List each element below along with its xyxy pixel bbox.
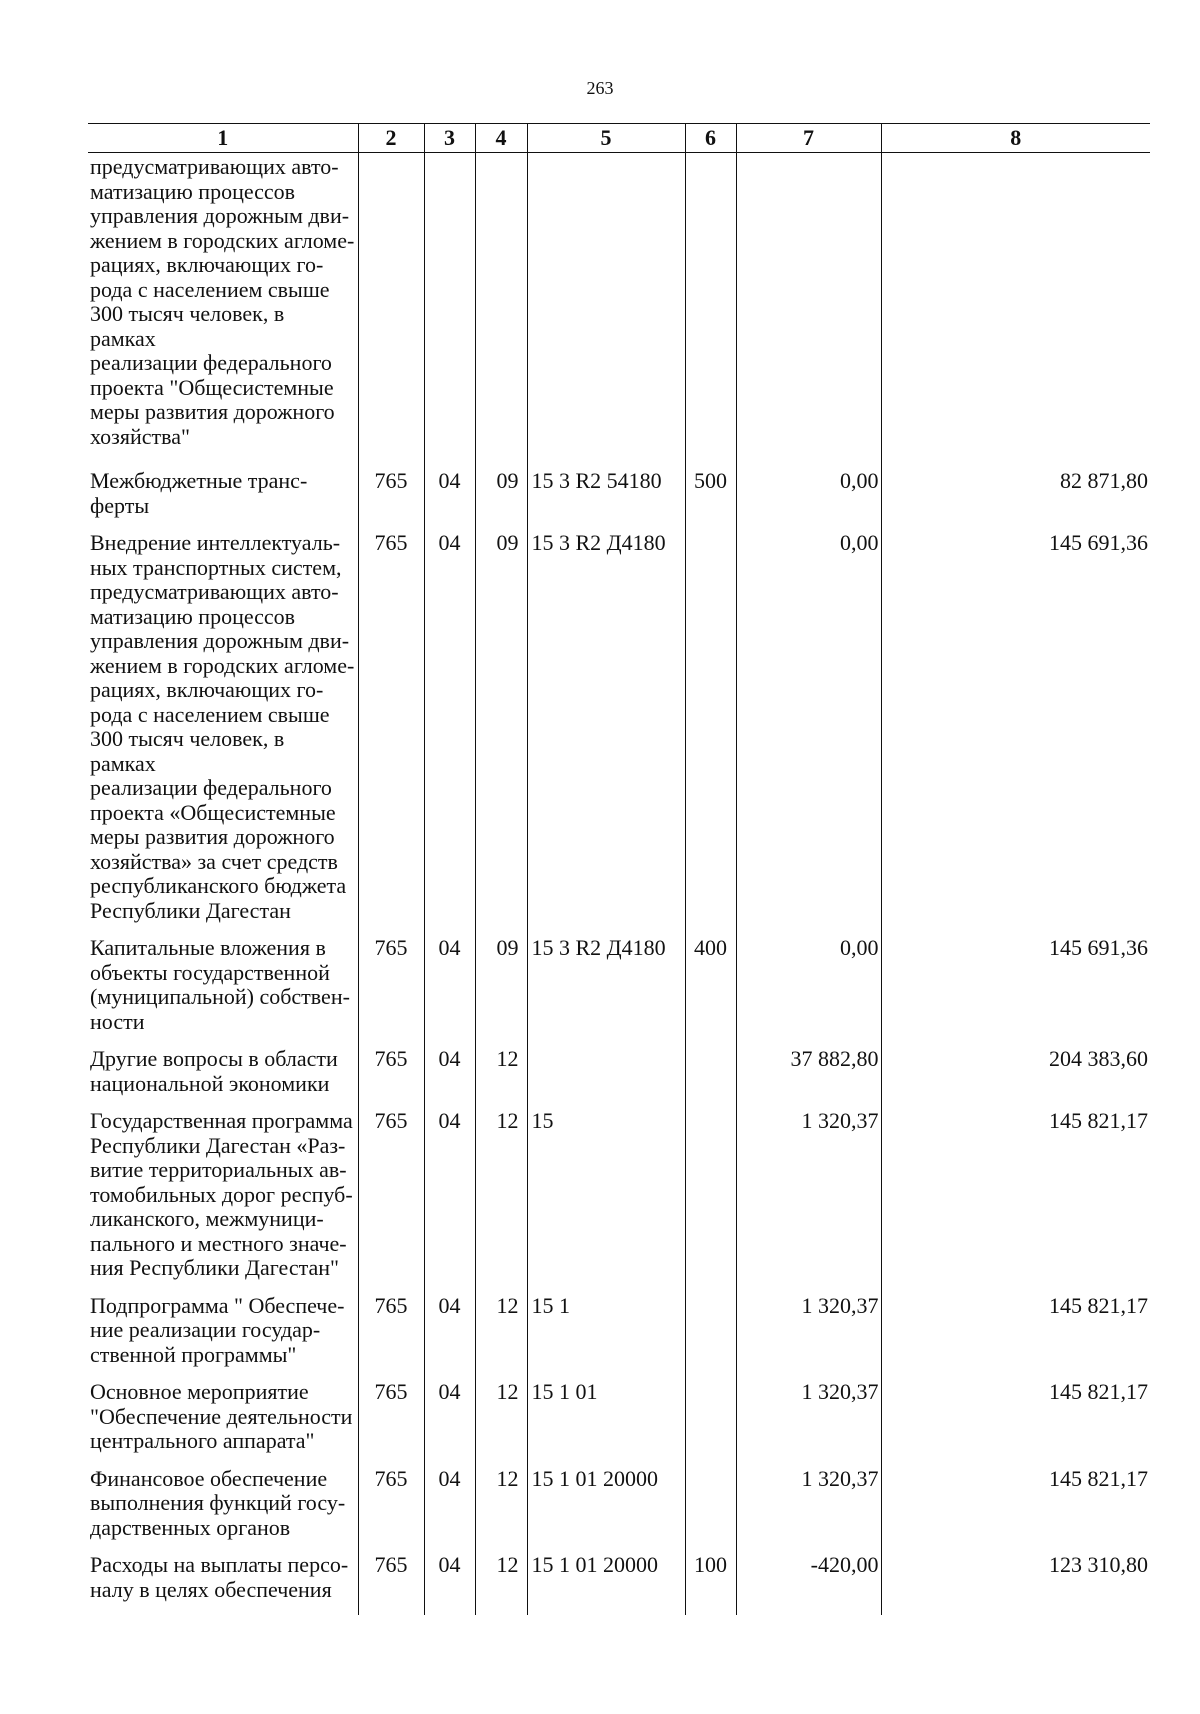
col5-cell: [527, 1047, 685, 1109]
table-row: [88, 1380, 1150, 1467]
col2-cell: 765: [358, 469, 424, 531]
col6-cell: [685, 531, 736, 936]
table-row: [88, 469, 1150, 531]
empty-cell: [881, 153, 1150, 470]
col3-cell: 04: [424, 1467, 475, 1554]
col7-cell: 1 320,37: [736, 1467, 881, 1554]
col5-cell: 15 3 R2 Д4180: [527, 531, 685, 936]
col7-cell: 1 320,37: [736, 1380, 881, 1467]
col7-cell: 0,00: [736, 531, 881, 936]
col2-cell: 765: [358, 936, 424, 1047]
col7-cell: 0,00: [736, 469, 881, 531]
row-name-cell: Капитальные вложения в объекты государственной (муниципальной) собствен- ности: [90, 935, 350, 1034]
col6-cell: 400: [685, 936, 736, 1047]
col6-cell: [685, 1294, 736, 1381]
col5-cell: 15 1 01 20000: [527, 1467, 685, 1554]
col4-cell: 12: [475, 1553, 527, 1615]
col3-cell: 04: [424, 1380, 475, 1467]
col2-cell: 765: [358, 531, 424, 936]
empty-cell: [424, 153, 475, 470]
column-header-2: 2: [358, 124, 424, 153]
col7-cell: 1 320,37: [736, 1109, 881, 1294]
budget-table: [88, 123, 1150, 1615]
col2-cell: 765: [358, 1047, 424, 1109]
column-header-7: 7: [736, 124, 881, 153]
continuation-name-cell: предусматривающих авто- матизацию процессов управления дорожным дви- жением в городских агломе- рациях, включающих го- рода с населением свыше 300 тысяч человек, в рамках реализации федерального проекта "Общесистемные меры развития дорожного хозяйства": [90, 154, 355, 449]
table-row: [88, 936, 1150, 1047]
col3-cell: 04: [424, 936, 475, 1047]
row-name-cell: Межбюджетные транс- ферты: [90, 468, 308, 518]
row-name-cell: Расходы на выплаты персо- налу в целях обеспечения: [90, 1552, 349, 1602]
col3-cell: 04: [424, 1047, 475, 1109]
column-header-5: 5: [527, 124, 685, 153]
col3-cell: 04: [424, 531, 475, 936]
col2-cell: 765: [358, 1553, 424, 1615]
table-row: [88, 531, 1150, 936]
col2-cell: 765: [358, 1467, 424, 1554]
col4-cell: 12: [475, 1294, 527, 1381]
col4-cell: 12: [475, 1467, 527, 1554]
col5-cell: 15 1: [527, 1294, 685, 1381]
col8-cell: 123 310,80: [881, 1553, 1150, 1615]
column-header-8: 8: [881, 124, 1150, 153]
table-row: [88, 1467, 1150, 1554]
column-header-3: 3: [424, 124, 475, 153]
col8-cell: 82 871,80: [881, 469, 1150, 531]
col4-cell: 12: [475, 1380, 527, 1467]
col4-cell: 09: [475, 936, 527, 1047]
col6-cell: 500: [685, 469, 736, 531]
col5-cell: 15 3 R2 Д4180: [527, 936, 685, 1047]
column-header-4: 4: [475, 124, 527, 153]
table-row: [88, 1294, 1150, 1381]
col8-cell: 145 821,17: [881, 1380, 1150, 1467]
col8-cell: 145 821,17: [881, 1294, 1150, 1381]
empty-cell: [475, 153, 527, 470]
col6-cell: [685, 1380, 736, 1467]
col8-cell: 145 691,36: [881, 936, 1150, 1047]
table-row: [88, 1047, 1150, 1109]
row-name-cell: Основное мероприятие "Обеспечение деятельности центрального аппарата": [90, 1379, 353, 1453]
col6-cell: [685, 1109, 736, 1294]
row-name-cell: Внедрение интеллектуаль- ных транспортных систем, предусматривающих авто- матизацию процессов управления дорожным дви- жением в городских агломе- рациях, включающих го- рода с населением свыше 300 тысяч человек, в рамках реализации федерального проекта «Общесистемные меры развития дорожного хозяйства» за счет средств республиканского бюджета Республики Дагестан: [90, 530, 355, 923]
row-name-cell: Финансовое обеспечение выполнения функций госу- дарственных органов: [90, 1465, 346, 1540]
table-row: [88, 1109, 1150, 1294]
col8-cell: 145 821,17: [881, 1467, 1150, 1554]
col8-cell: 204 383,60: [881, 1047, 1150, 1109]
col7-cell: 1 320,37: [736, 1294, 881, 1381]
col3-cell: 04: [424, 1294, 475, 1381]
col2-cell: 765: [358, 1294, 424, 1381]
row-name-cell: Другие вопросы в области национальной экономики: [90, 1046, 338, 1096]
row-name-cell: Подпрограмма " Обеспече- ние реализации государ- ственной программы": [90, 1292, 345, 1367]
table-row-continuation: [88, 153, 1150, 470]
col4-cell: 09: [475, 531, 527, 936]
col8-cell: 145 821,17: [881, 1109, 1150, 1294]
column-header-6: 6: [685, 124, 736, 153]
col5-cell: 15 3 R2 54180: [527, 469, 685, 531]
col7-cell: 37 882,80: [736, 1047, 881, 1109]
col3-cell: 04: [424, 1553, 475, 1615]
col2-cell: 765: [358, 1380, 424, 1467]
row-name-cell: Государственная программа Республики Дагестан «Раз- витие территориальных ав- томобильных дорог респуб- ликанского, межмуници- пального и местного значе- ния Республики Дагестан": [90, 1108, 353, 1280]
empty-cell: [736, 153, 881, 470]
col8-cell: 145 691,36: [881, 531, 1150, 936]
col6-cell: 100: [685, 1553, 736, 1615]
empty-cell: [358, 153, 424, 470]
column-header-1: 1: [88, 124, 358, 153]
col7-cell: -420,00: [736, 1553, 881, 1615]
empty-cell: [685, 153, 736, 470]
page-number: 263: [586, 78, 614, 98]
col4-cell: 09: [475, 469, 527, 531]
col7-cell: 0,00: [736, 936, 881, 1047]
col4-cell: 12: [475, 1047, 527, 1109]
col4-cell: 12: [475, 1109, 527, 1294]
header-row: [88, 124, 1150, 153]
col2-cell: 765: [358, 1109, 424, 1294]
col6-cell: [685, 1467, 736, 1554]
col3-cell: 04: [424, 469, 475, 531]
col6-cell: [685, 1047, 736, 1109]
col5-cell: 15 1 01: [527, 1380, 685, 1467]
empty-cell: [527, 153, 685, 470]
col5-cell: 15: [527, 1109, 685, 1294]
col5-cell: 15 1 01 20000: [527, 1553, 685, 1615]
col3-cell: 04: [424, 1109, 475, 1294]
table-row: [88, 1553, 1150, 1615]
